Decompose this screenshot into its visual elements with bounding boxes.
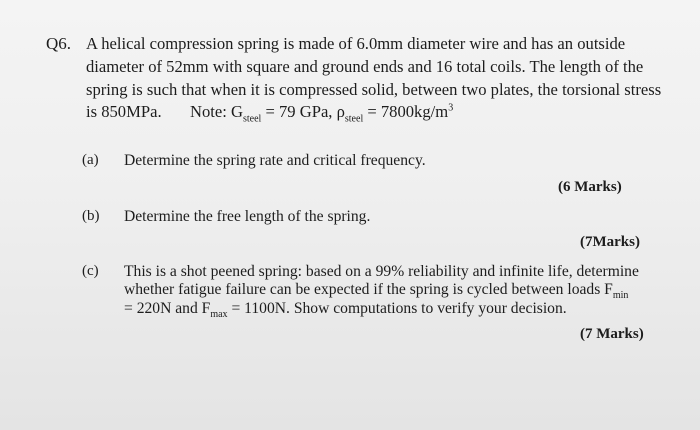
fmax-subscript: max (210, 309, 228, 321)
rho-value: = 7800kg/m (363, 102, 449, 121)
part-c-marks: (7 Marks) (580, 326, 644, 342)
part-c-text-line-3 (124, 300, 567, 320)
part-a-text: Determine the spring rate and critical frequency. (124, 152, 426, 169)
material-note (190, 102, 453, 124)
question-text-line-2: diameter of 52mm with square and ground ends and 16 total coils. The length of the (86, 57, 644, 76)
question-number: Q6. (46, 34, 72, 53)
part-c-line-3-start: = 220N and F (124, 300, 211, 317)
part-b-text: Determine the free length of the spring. (124, 208, 371, 225)
rho-superscript: 3 (448, 102, 454, 114)
question-text-line-4: is 850MPa. (86, 102, 162, 121)
part-c-line-2-text: whether fatigue failure can be expected if the spring is cycled between loads F (124, 281, 613, 298)
part-c-letter: (c) (82, 263, 99, 279)
part-c-text-line-1: This is a shot peened spring: based on a 99% reliability and infinite life, determine (124, 263, 639, 280)
g-subscript: steel (243, 113, 262, 125)
fmin-subscript: min (612, 290, 629, 302)
part-a-marks: (6 Marks) (558, 179, 622, 195)
g-value: = 79 GPa, ρ (261, 102, 345, 121)
part-c-text-line-2 (124, 281, 628, 301)
part-b-letter: (b) (82, 208, 100, 224)
question-text-line-3: spring is such that when it is compressed solid, between two plates, the torsional stress (86, 80, 662, 99)
part-b-marks: (7Marks) (580, 234, 640, 250)
rho-subscript: steel (344, 113, 364, 125)
part-c-line-3-end: = 1100N. Show computations to verify your decision. (227, 300, 567, 317)
part-a-letter: (a) (82, 152, 99, 168)
question-text-line-1: A helical compression spring is made of 6.0mm diameter wire and has an outside (86, 34, 626, 53)
note-prefix: Note: G (190, 102, 243, 121)
